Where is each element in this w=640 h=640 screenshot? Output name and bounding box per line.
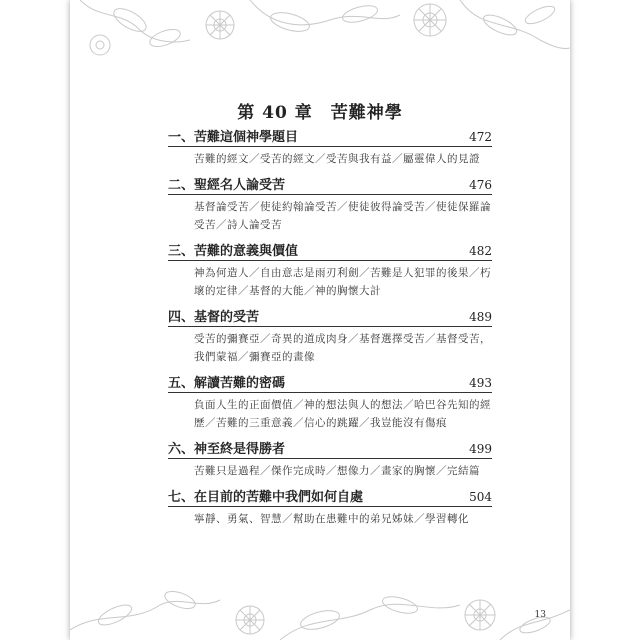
toc-entry-subtopics: 寧靜、勇氣、智慧／幫助在患難中的弟兄姊妹／學習轉化 [194,513,469,525]
toc-entry [168,486,492,528]
toc-entry-heading: 二、聖經名人論受苦 [168,178,286,193]
toc-entry-subtopics: 苦難的經文／受苦的經文／受苦與我有益／屬靈偉人的見證 [194,153,480,165]
toc-entry [168,306,492,366]
toc-entry-heading: 七、在目前的苦難中我們如何自處 [168,490,364,505]
toc-entry-heading: 一、苦難這個神學題目 [168,130,299,145]
table-of-contents [168,126,492,534]
toc-entry-subtopics: 受苦的彌賽亞／奇異的道成肉身／基督選擇受苦／基督受苦，我們蒙福／彌賽亞的畫像 [194,333,491,363]
toc-entry-page: 504 [469,490,492,504]
page-number: 13 [534,610,546,620]
toc-entry [168,174,492,234]
toc-entry-page: 493 [469,376,492,390]
toc-entry [168,372,492,432]
floral-decoration-bottom [70,570,570,640]
toc-entry-heading: 五、解讀苦難的密碼 [168,376,286,391]
toc-entry-page: 482 [469,244,492,258]
toc-entry-subtopics: 負面人生的正面價值／神的想法與人的想法／哈巴谷先知的經歷／苦難的三重意義／信心的跳躍／我豈能沒有傷痕 [194,399,491,429]
toc-entry-subtopics: 神為何造人／自由意志是雨刃利劍／苦難是人犯罪的後果／朽壞的定律／基督的大能／神的胸懷大計 [194,267,491,297]
toc-entry [168,240,492,300]
toc-entry-heading: 六、神至終是得勝者 [168,442,286,457]
toc-entry-page: 489 [469,310,492,324]
book-page [70,0,570,640]
toc-entry-page: 499 [469,442,492,456]
floral-decoration-top [70,0,570,70]
chapter-title: 第 40 章 苦難神學 [237,103,403,123]
toc-entry [168,438,492,480]
toc-entry-subtopics: 苦難只是過程／傑作完成時／想像力／畫家的胸懷／完結篇 [194,465,480,477]
toc-entry-heading: 四、基督的受苦 [168,310,260,325]
toc-entry [168,126,492,168]
toc-entry-heading: 三、苦難的意義與價值 [168,244,299,259]
toc-entry-page: 472 [469,130,492,144]
toc-entry-subtopics: 基督論受苦／使徒約翰論受苦／使徒彼得論受苦／使徒保羅論受苦／詩人論受苦 [194,201,491,231]
toc-entry-page: 476 [469,178,492,192]
